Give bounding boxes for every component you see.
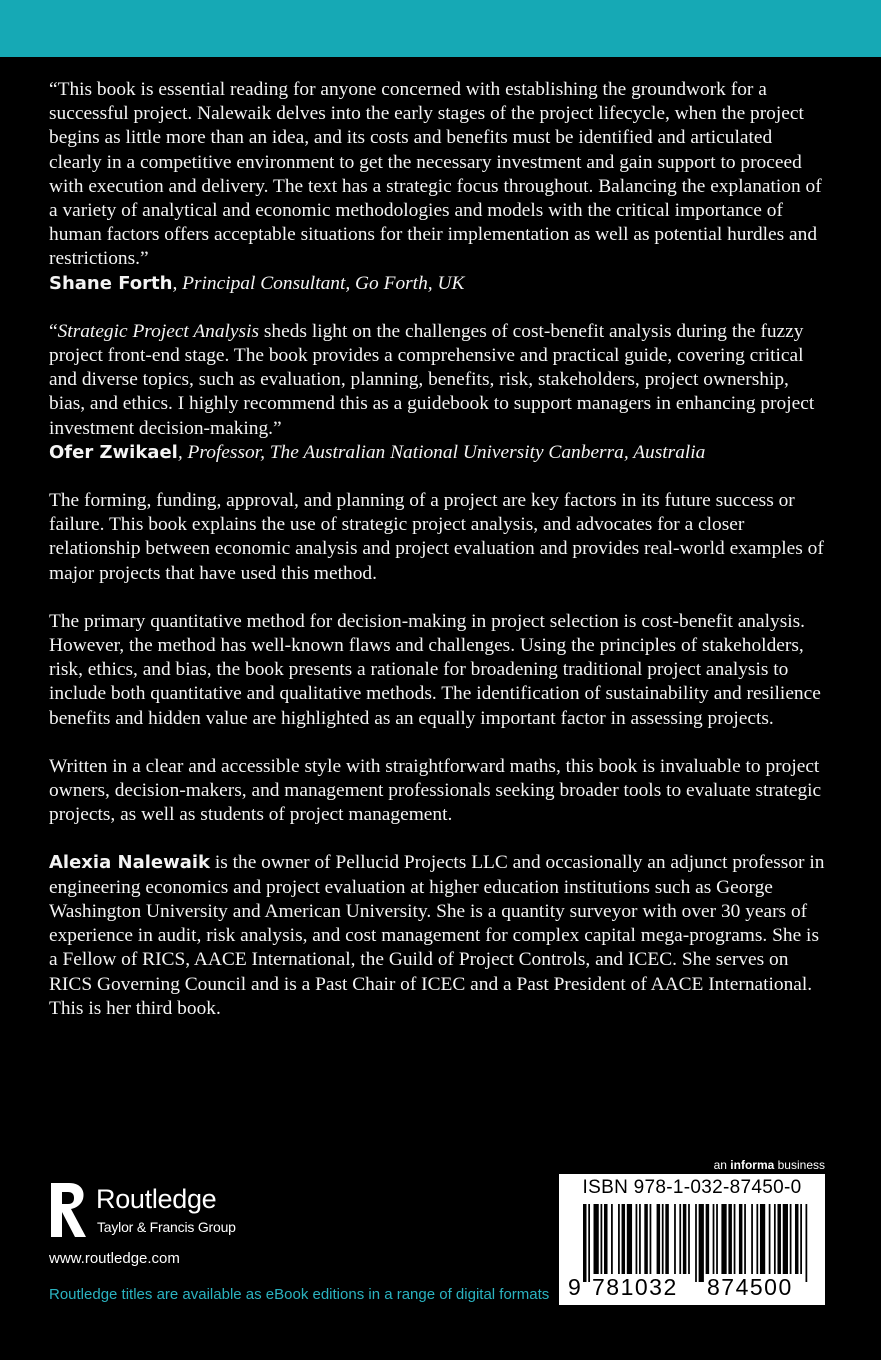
barcode-bar — [657, 1204, 661, 1274]
barcode-digits-right: 874500 — [707, 1274, 793, 1300]
informa-business-tag — [714, 1158, 825, 1172]
barcode-bar — [721, 1204, 726, 1274]
barcode-digits-left: 781032 — [592, 1274, 678, 1300]
svg-text:LEDGE: LEDGE — [46, 1204, 52, 1225]
barcode-bar — [795, 1204, 799, 1274]
barcode-bar — [665, 1204, 669, 1274]
barcode-bar — [639, 1204, 641, 1274]
barcode-bar — [739, 1204, 743, 1274]
barcode-bar — [728, 1204, 732, 1274]
barcode-bar — [713, 1204, 715, 1274]
barcode-bar — [644, 1204, 648, 1274]
endorser-role-2: , Professor, The Australian National University Canberra, Australia — [177, 441, 706, 463]
barcode-bar — [716, 1204, 718, 1274]
barcode-bar — [777, 1204, 781, 1274]
barcode-bar — [751, 1204, 753, 1274]
barcode-bar — [588, 1204, 590, 1282]
barcode-bar — [756, 1204, 758, 1274]
endorsement-attribution-1 — [49, 272, 829, 296]
publisher-name: Routledge — [96, 1184, 217, 1214]
publisher-website: www.routledge.com — [49, 1250, 180, 1267]
informa-prefix: an — [713, 1158, 731, 1172]
quoted-book-title: Strategic Project Analysis — [57, 320, 260, 342]
top-color-band — [0, 0, 881, 57]
barcode-bar — [760, 1204, 765, 1274]
barcode-bar — [688, 1204, 690, 1274]
barcode-bars — [583, 1204, 809, 1282]
barcode-bar — [744, 1204, 746, 1274]
barcode-bar — [674, 1204, 676, 1274]
description-paragraph-2: The primary quantitative method for decision-making in project selection is cost-benefit analysis. However, the method has well-known flaws and challenges. Using the principles of stakeholders, risk, ethics, and bias, the book presents a rationale for broadening traditional project analysis to include both quantitative and qualitative methods. The identification of sustainability and resilience benefits and hidden value are highlighted as an equally important factor in assessing projects. — [49, 610, 821, 729]
endorser-role-1: , Principal Consultant, Go Forth, UK — [172, 272, 465, 294]
isbn-barcode — [559, 1174, 825, 1305]
barcode-bar — [774, 1204, 776, 1274]
isbn-number: ISBN 978-1-032-87450-0 — [582, 1177, 802, 1198]
barcode-bar — [695, 1204, 697, 1282]
barcode-bar — [611, 1204, 613, 1274]
informa-suffix: business — [774, 1158, 825, 1172]
quote-open-mark: “ — [49, 320, 58, 342]
author-bio — [49, 851, 829, 1020]
description-paragraph-1: The forming, funding, approval, and planning of a project are key factors in its future success or failure. This book explains the use of strategic project analysis, and advocates for a closer relationship between economic analysis and project evaluation and provides real-world examples of major projects that have used this method. — [49, 490, 824, 584]
description-paragraph-3: Written in a clear and accessible style with straightforward maths, this book is invaluable to project owners, decision-makers, and management professionals seeking broader tools to evaluate strategic projects, as well as students of project management. — [49, 755, 822, 826]
barcode-bar — [706, 1204, 710, 1274]
barcode-bar — [783, 1204, 788, 1274]
barcode-bar — [790, 1204, 792, 1274]
endorser-name-1: Shane Forth — [49, 272, 173, 294]
barcode-digit-first: 9 — [568, 1274, 581, 1300]
barcode-bar — [627, 1204, 632, 1274]
barcode-bar — [679, 1204, 681, 1274]
publisher-logo — [46, 1180, 269, 1240]
barcode-bar — [594, 1204, 599, 1274]
barcode-bar — [806, 1204, 808, 1282]
barcode-bar — [683, 1204, 687, 1274]
endorsement-quote-1: “This book is essential reading for anyone concerned with establishing the groundwork for a successful project. Nalewaik delves into the early stages of the project lifecycle, when the project begins as little more than an idea, and its costs and benefits must be identified and articulated clearly in a competitive environment to get the necessary investment and gain support to proceed with execution and delivery. The text has a strategic focus throughout. Balancing the explanation of a variety of analytical and economic methodologies and models with the critical importance of human factors offers acceptable situations for their implementation as well as potential hurdles and restrictions.” — [49, 79, 822, 270]
barcode-bar — [618, 1204, 620, 1274]
barcode-bar — [699, 1204, 704, 1282]
ebook-availability-note: Routledge titles are available as eBook editions in a range of digital formats — [49, 1286, 550, 1303]
author-name: Alexia Nalewaik — [49, 852, 211, 874]
quote-text: sheds light on the challenges of cost-benefit analysis during the fuzzy project front-end stage. The book provides a comprehensive and practical guide, covering critical and diverse topics, such as evaluation, planning, benefits, risk, stakeholders, project ownership, bias, and ethics. I highly recommend this as a guidebook to support managers in enhancing project investment decision-making.” — [49, 320, 815, 439]
barcode-bar — [650, 1204, 652, 1274]
endorsement-quote-2 — [49, 320, 829, 441]
endorsement-attribution-2 — [49, 441, 829, 465]
barcode-bar — [604, 1204, 608, 1274]
routledge-r-icon — [46, 1182, 89, 1238]
barcode-bar — [636, 1204, 638, 1274]
barcode-bar — [734, 1204, 736, 1274]
endorser-name-2: Ofer Zwikael — [49, 441, 178, 463]
barcode-bar — [800, 1204, 802, 1274]
barcode-bar — [769, 1204, 771, 1274]
publisher-group: Taylor & Francis Group — [97, 1219, 236, 1235]
barcode-bar — [662, 1204, 664, 1274]
barcode-bar — [583, 1204, 587, 1282]
barcode-bar — [601, 1204, 603, 1274]
informa-word: informa — [730, 1158, 775, 1172]
barcode-bar — [622, 1204, 626, 1274]
author-bio-text: is the owner of Pellucid Projects LLC and occasionally an adjunct professor in engineering economics and project evaluation at higher education institutions such as George Washington University and American University. She is a quantity surveyor with over 30 years of experience in audit, risk analysis, and cost management for complex capital mega-programs. She is a Fellow of RICS, AACE International, the Guild of Project Controls, and ICEC. She serves on RICS Governing Council and is a Past Chair of ICEC and a Past President of AACE International. This is her third book. — [49, 852, 825, 1019]
back-cover-text — [49, 78, 829, 1045]
